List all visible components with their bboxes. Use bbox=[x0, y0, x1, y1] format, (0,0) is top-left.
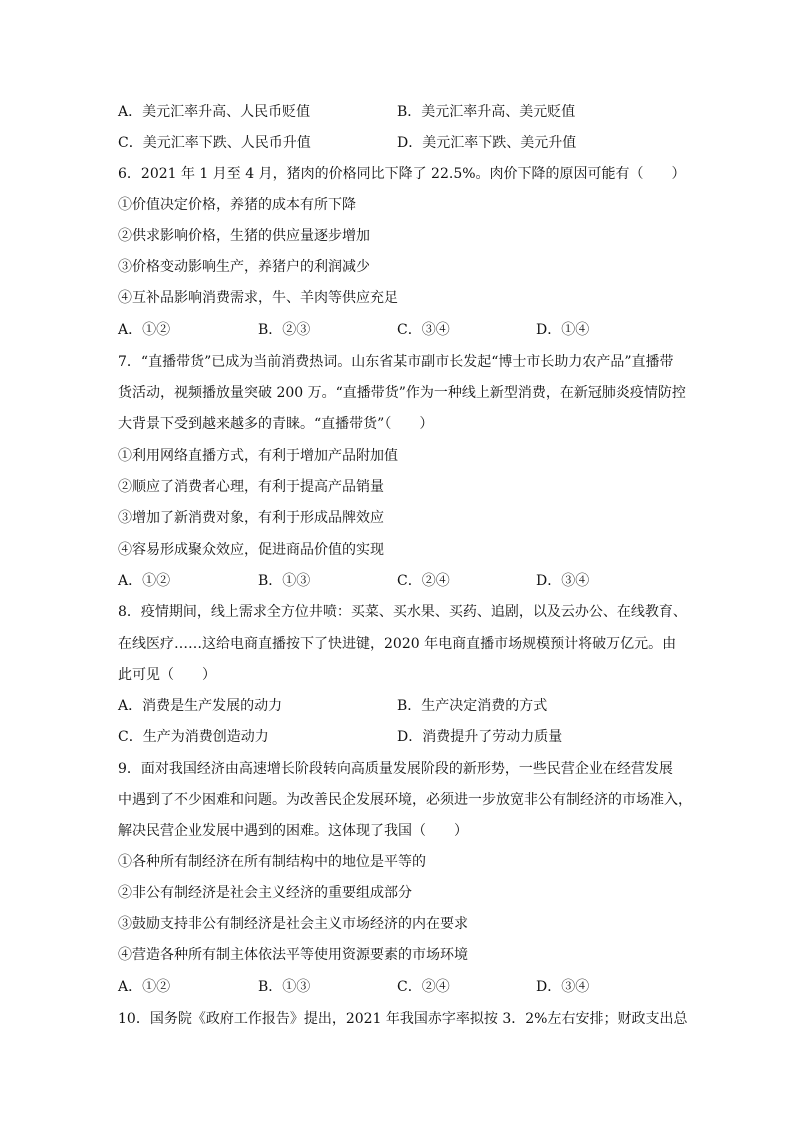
q7-item-1: ①利用网络直播方式，有利于增加产品附加值 bbox=[118, 448, 398, 464]
q7-option-d: D．③④ bbox=[536, 573, 590, 589]
q9-item-1: ①各种所有制经济在所有制结构中的地位是平等的 bbox=[118, 854, 426, 870]
q7-stem-line-2: 货活动，视频播放量突破 200 万。“直播带货”作为一种线上新型消费，在新冠肺炎疫情防控 bbox=[118, 385, 686, 401]
q7-option-b: B．①③ bbox=[258, 573, 311, 589]
q5-option-a: A．美元汇率升高、人民币贬值 bbox=[118, 104, 311, 120]
q8-option-d: D．消费提升了劳动力质量 bbox=[397, 729, 563, 745]
q9-option-b: B．①③ bbox=[258, 979, 311, 995]
q5-option-c: C．美元汇率下跌、人民币升值 bbox=[118, 135, 311, 151]
q9-stem-line-2: 中遇到了不少困难和问题。为改善民企发展环境，必须进一步放宽非公有制经济的市场准入， bbox=[118, 792, 692, 808]
q9-item-3: ③鼓励支持非公有制经济是社会主义市场经济的内在要求 bbox=[118, 916, 468, 932]
q6-option-b: B．②③ bbox=[258, 322, 311, 338]
q7-item-4: ④容易形成聚众效应，促进商品价值的实现 bbox=[118, 542, 384, 558]
q7-stem-line-3: 大背景下受到越来越多的青睐。“直播带货”（ ） bbox=[118, 416, 434, 432]
q6-option-a: A．①② bbox=[118, 322, 171, 338]
q9-option-c: C．②④ bbox=[397, 979, 450, 995]
q9-item-2: ②非公有制经济是社会主义经济的重要组成部分 bbox=[118, 885, 412, 901]
q6-item-2: ②供求影响价格，生猪的供应量逐步增加 bbox=[118, 228, 370, 244]
q8-stem-line-3: 此可见（ ） bbox=[118, 667, 216, 683]
q9-item-4: ④营造各种所有制主体依法平等使用资源要素的市场环境 bbox=[118, 947, 468, 963]
q7-option-c: C．②④ bbox=[397, 573, 450, 589]
q9-stem-line-1: 9．面对我国经济由高速增长阶段转向高质量发展阶段的新形势，一些民营企业在经营发展 bbox=[118, 761, 673, 777]
q7-option-a: A．①② bbox=[118, 573, 171, 589]
q6-item-3: ③价格变动影响生产，养猪户的利润减少 bbox=[118, 259, 370, 275]
q6-item-4: ④互补品影响消费需求，牛、羊肉等供应充足 bbox=[118, 290, 398, 306]
q10-stem-line-1: 10．国务院《政府工作报告》提出，2021 年我国赤字率拟按 3．2%左右安排；财政支出总 bbox=[118, 1011, 688, 1027]
q8-option-a: A．消费是生产发展的动力 bbox=[118, 698, 283, 714]
q9-option-d: D．③④ bbox=[536, 979, 590, 995]
q6-option-d: D．①④ bbox=[536, 322, 590, 338]
q5-option-d: D．美元汇率下跌、美元升值 bbox=[397, 135, 577, 151]
q9-option-a: A．①② bbox=[118, 979, 171, 995]
q8-stem-line-1: 8．疫情期间，线上需求全方位井喷：买菜、买水果、买药、追剧，以及云办公、在线教育、 bbox=[118, 604, 687, 620]
q5-option-b: B．美元汇率升高、美元贬值 bbox=[397, 104, 576, 120]
q8-stem-line-2: 在线医疗……这给电商直播按下了快进键，2020 年电商直播市场规模预计将破万亿元。由 bbox=[118, 636, 677, 652]
q7-item-3: ③增加了新消费对象，有利于形成品牌效应 bbox=[118, 510, 384, 526]
q7-item-2: ②顺应了消费者心理，有利于提高产品销量 bbox=[118, 479, 384, 495]
q8-option-b: B．生产决定消费的方式 bbox=[397, 698, 548, 714]
q8-option-c: C．生产为消费创造动力 bbox=[118, 729, 269, 745]
q9-stem-line-3: 解决民营企业发展中遇到的困难。这体现了我国（ ） bbox=[118, 823, 468, 839]
q6-stem: 6．2021 年 1 月至 4 月，猪肉的价格同比下降了 22.5%。肉价下降的原因可能有（ ） bbox=[118, 166, 686, 182]
q7-stem-line-1: 7．“直播带货”已成为当前消费热词。山东省某市副市长发起“博士市长助力农产品”直播带 bbox=[118, 354, 674, 370]
q6-option-c: C．③④ bbox=[397, 322, 450, 338]
q6-item-1: ①价值决定价格，养猪的成本有所下降 bbox=[118, 197, 356, 213]
